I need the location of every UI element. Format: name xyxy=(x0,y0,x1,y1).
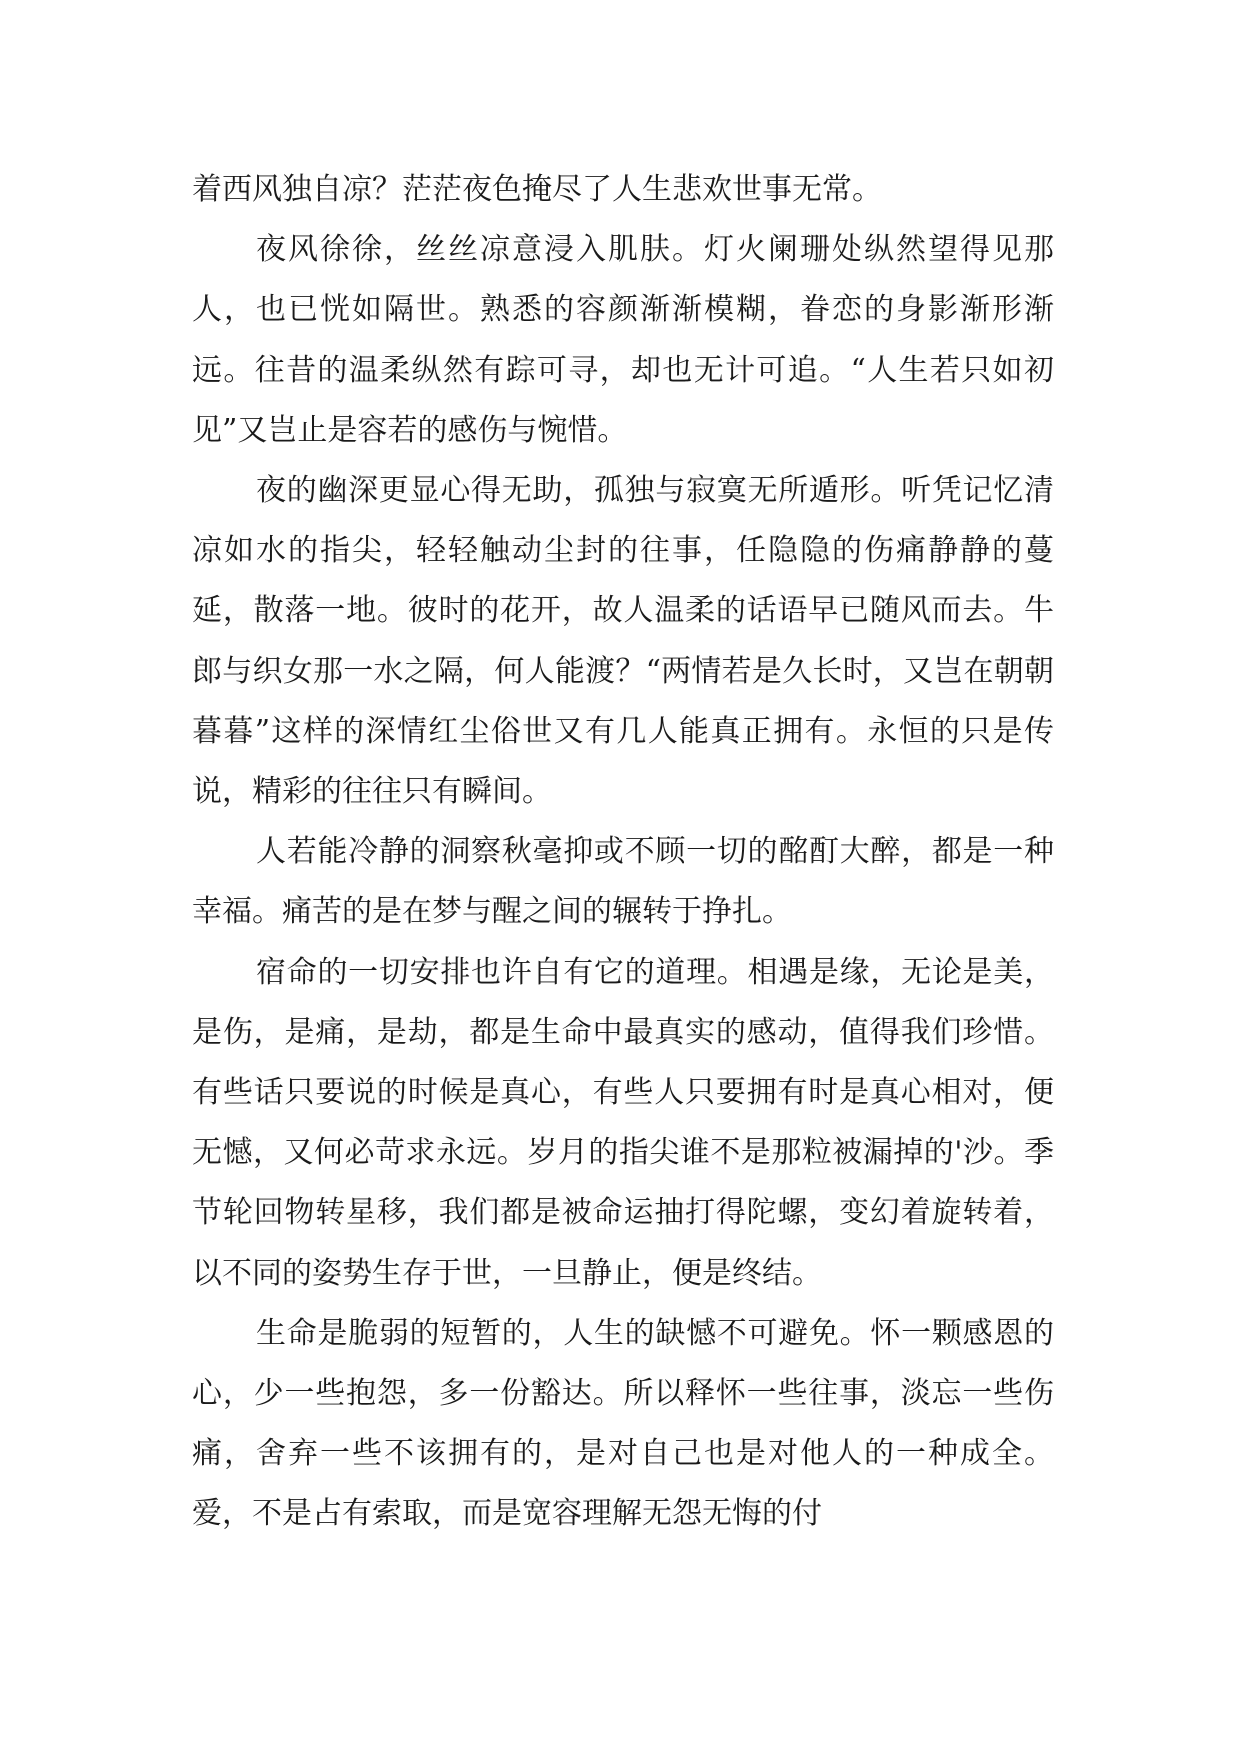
paragraph-6: 生命是脆弱的短暂的，人生的缺憾不可避免。怀一颗感恩的心，少一些抱怨，多一份豁达。所以释怀一些往事，淡忘一些伤痛，舍弃一些不该拥有的，是对自己也是对他人的一种成全。爱，不是占有索取，而是宽容理解无怨无悔的付 xyxy=(192,1315,1054,1532)
paragraph-3: 夜的幽深更显心得无助，孤独与寂寞无所遁形。听凭记忆清凉如水的指尖，轻轻触动尘封的往事，任隐隐的伤痛静静的蔓延，散落一地。彼时的花开，故人温柔的话语早已随风而去。牛郎与织女那一水之隔，何人能渡？“两情若是久长时，又岂在朝朝暮暮”这样的深情红尘俗世又有几人能真正拥有。永恒的只是传说，精彩的往往只有瞬间。 xyxy=(192,473,1054,810)
paragraph-2: 夜风徐徐，丝丝凉意浸入肌肤。灯火阑珊处纵然望得见那人，也已恍如隔世。熟悉的容颜渐渐模糊，眷恋的身影渐形渐远。往昔的温柔纵然有踪可寻，却也无计可追。“人生若只如初见”又岂止是容若的感伤与惋惜。 xyxy=(192,232,1054,448)
paragraph-1: 着西风独自凉？茫茫夜色掩尽了人生悲欢世事无常。 xyxy=(192,172,882,207)
paragraph-4: 人若能冷静的洞察秋毫抑或不顾一切的酩酊大醉，都是一种幸福。痛苦的是在梦与醒之间的辗转于挣扎。 xyxy=(192,834,1054,930)
document-body xyxy=(192,160,1054,1545)
paragraph-5: 宿命的一切安排也许自有它的道理。相遇是缘，无论是美，是伤，是痛，是劫，都是生命中最真实的感动，值得我们珍惜。有些话只要说的时候是真心，有些人只要拥有时是真心相对，便无憾，又何必苛求永远。岁月的指尖谁不是那粒被漏掉的'沙。季节轮回物转星移，我们都是被命运抽打得陀螺，变幻着旋转着，以不同的姿势生存于世，一旦静止，便是终结。 xyxy=(192,954,1054,1291)
